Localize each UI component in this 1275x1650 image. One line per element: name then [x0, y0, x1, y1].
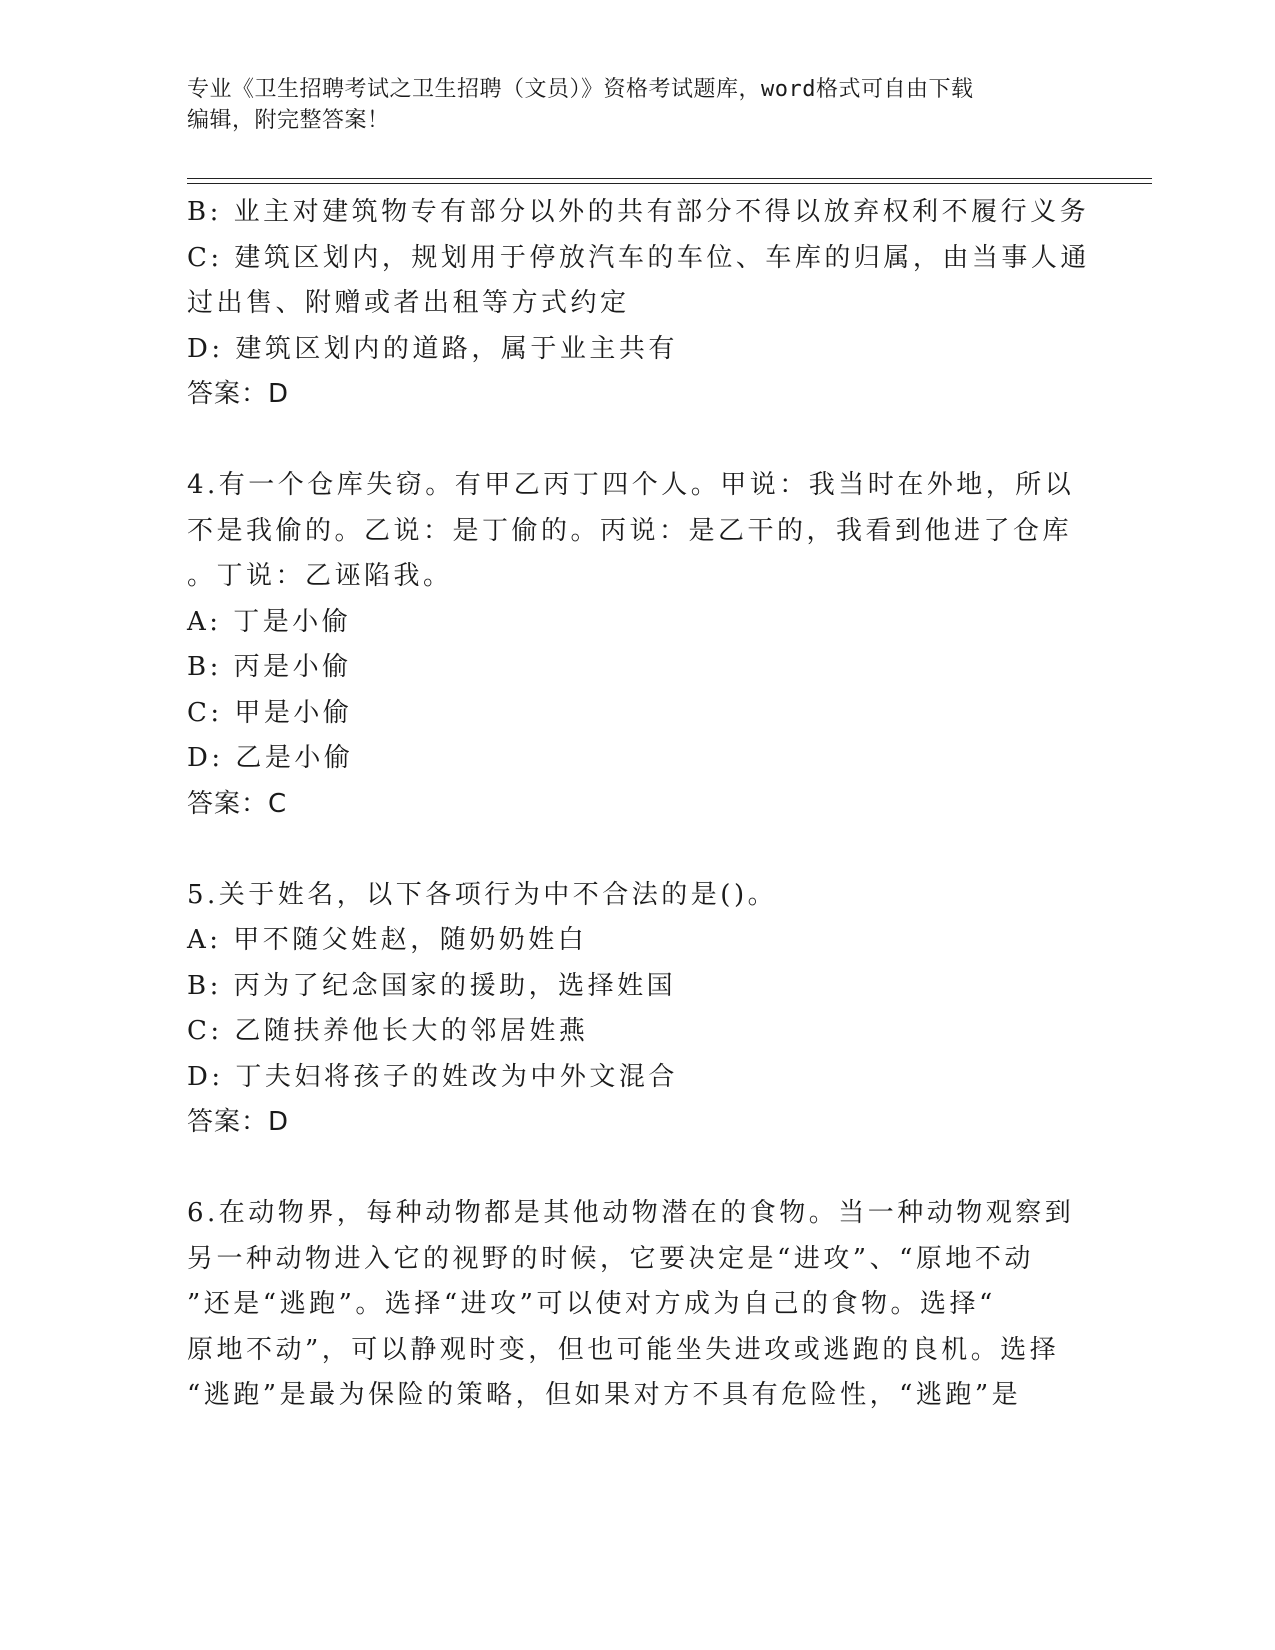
header-divider — [187, 178, 1152, 184]
q4-stem-line-3: 。丁说：乙诬陷我。 — [187, 561, 453, 591]
q5-option-d: D: 丁夫妇将孩子的姓改为中外文混合 — [187, 1061, 678, 1092]
q3-option-b: B: 业主对建筑物专有部分以外的共有部分不得以放弃权利不履行义务 — [187, 197, 1090, 227]
q4-option-c: C: 甲是小偷 — [187, 697, 353, 728]
q6-stem-line-5: “逃跑”是最为保险的策略，但如果对方不具有危险性，“逃跑”是 — [187, 1380, 1022, 1410]
q5-option-b: B: 丙为了纪念国家的援助，选择姓国 — [187, 970, 677, 1001]
question-5 — [187, 873, 1087, 1146]
header-title-line-2: 编辑，附完整答案！ — [187, 108, 390, 133]
spacer — [187, 827, 1087, 873]
q6-stem-line-3: ”还是“逃跑”。选择“进攻”可以使对方成为自己的食物。选择“ — [187, 1289, 996, 1319]
question-3-continuation — [187, 190, 1090, 418]
q3-option-c-line-1: C: 建筑区划内，规划用于停放汽车的车位、车库的归属，由当事人通 — [187, 242, 1090, 273]
q6-stem-line-1: 6.在动物界，每种动物都是其他动物潜在的食物。当一种动物观察到 — [187, 1198, 1075, 1228]
q3-answer: 答案：D — [187, 379, 290, 409]
q4-answer: 答案：C — [187, 788, 288, 819]
spacer — [187, 1146, 1087, 1192]
q4-option-b: B: 丙是小偷 — [187, 652, 352, 682]
q4-option-a: A: 丁是小偷 — [187, 606, 352, 637]
question-content — [187, 190, 1090, 1419]
q5-answer: 答案：D — [187, 1107, 290, 1137]
q5-stem: 5.关于姓名，以下各项行为中不合法的是()。 — [187, 879, 778, 910]
q6-stem-line-2: 另一种动物进入它的视野的时候，它要决定是“进攻”、“原地不动 — [187, 1243, 1034, 1274]
q6-stem-line-4: 原地不动”，可以静观时变，但也可能坐失进攻或逃跑的良机。选择 — [187, 1334, 1060, 1365]
q3-option-d: D: 建筑区划内的道路，属于业主共有 — [187, 333, 678, 364]
q3-option-c-line-2: 过出售、附赠或者出租等方式约定 — [187, 288, 630, 318]
q4-stem-line-2: 不是我偷的。乙说：是丁偷的。丙说：是乙干的，我看到他进了仓库 — [187, 515, 1073, 546]
q5-option-c: C: 乙随扶养他长大的邻居姓燕 — [187, 1016, 589, 1046]
q5-option-a: A: 甲不随父姓赵，随奶奶姓白 — [187, 925, 588, 955]
question-6 — [187, 1191, 1087, 1419]
q4-stem-line-1: 4.有一个仓库失窃。有甲乙丙丁四个人。甲说：我当时在外地，所以 — [187, 470, 1075, 500]
header-title-line-1: 专业《卫生招聘考试之卫生招聘（文员）》资格考试题库，word格式可自由下载 — [187, 77, 974, 102]
question-4 — [187, 463, 1087, 827]
q4-option-d: D: 乙是小偷 — [187, 743, 354, 773]
spacer — [187, 418, 1087, 464]
document-header — [187, 74, 1067, 136]
